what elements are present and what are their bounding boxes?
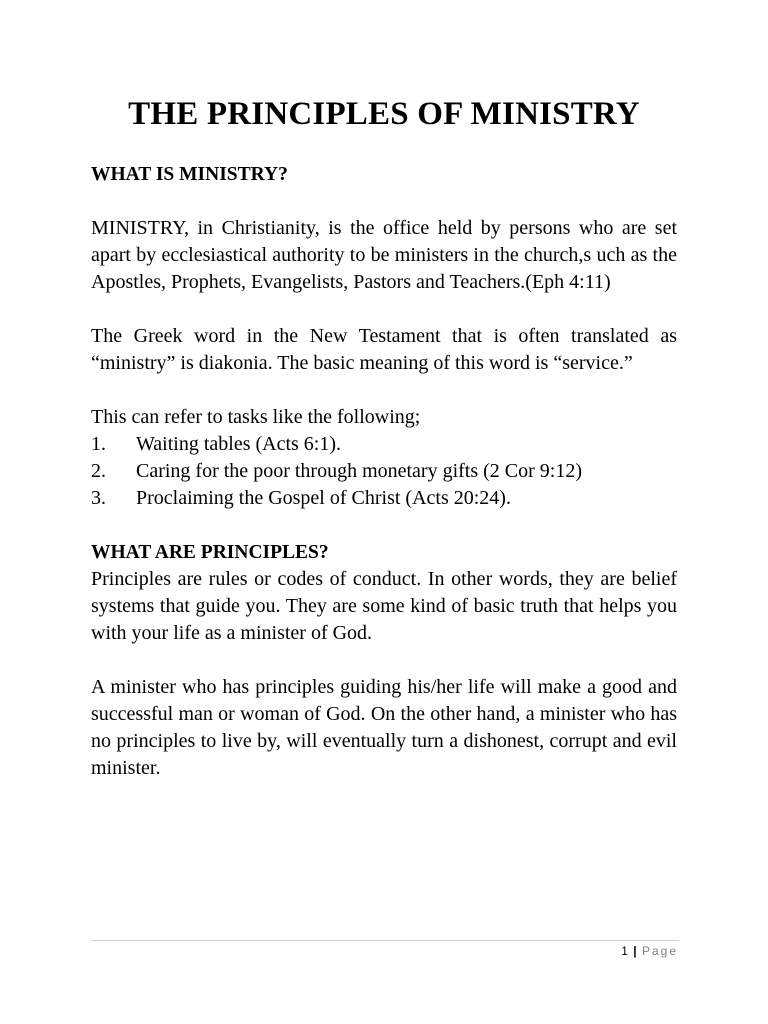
page-footer <box>621 943 678 959</box>
paragraph-greek-word: The Greek word in the New Testament that is often translated as “ministry” is diakonia. The basic meaning of this word is “service.” <box>91 325 677 374</box>
page-number: 1 <box>621 944 628 958</box>
footer-divider <box>91 940 679 941</box>
list-item <box>91 458 677 485</box>
paragraph-minister-principles: A minister who has principles guiding his/her life will make a good and successful man or woman of God. On the other hand, a minister who has no principles to live by, will eventually turn a dishonest, corrupt and evil minister. <box>91 676 677 779</box>
tasks-list <box>91 431 677 512</box>
document-body <box>91 92 677 782</box>
list-item-text: Waiting tables (Acts 6:1). <box>136 433 342 455</box>
list-item-text: Caring for the poor through monetary gifts (2 Cor 9:12) <box>136 460 583 482</box>
list-item-number: 1. <box>91 433 106 455</box>
paragraph-ministry-definition: MINISTRY, in Christianity, is the office held by persons who are set apart by ecclesiastical authority to be ministers in the church,s uch as the Apostles, Prophets, Evangelists, Pastors and Teachers.(Eph 4:11) <box>91 217 677 293</box>
section-heading-what-is-ministry: WHAT IS MINISTRY? <box>91 164 288 185</box>
list-item <box>91 485 677 512</box>
section-heading-what-are-principles: WHAT ARE PRINCIPLES? <box>91 542 329 563</box>
footer-separator: | <box>633 944 637 958</box>
list-item-text: Proclaiming the Gospel of Christ (Acts 20:24). <box>136 487 511 509</box>
list-item <box>91 431 677 458</box>
list-item-number: 2. <box>91 460 106 482</box>
list-item-number: 3. <box>91 487 106 509</box>
list-intro: This can refer to tasks like the following; <box>91 406 421 428</box>
page-label: Page <box>641 944 678 958</box>
document-title: THE PRINCIPLES OF MINISTRY <box>128 96 640 132</box>
paragraph-principles-definition: Principles are rules or codes of conduct. In other words, they are belief systems that guide you. They are some kind of basic truth that helps you with your life as a minister of God. <box>91 568 677 644</box>
